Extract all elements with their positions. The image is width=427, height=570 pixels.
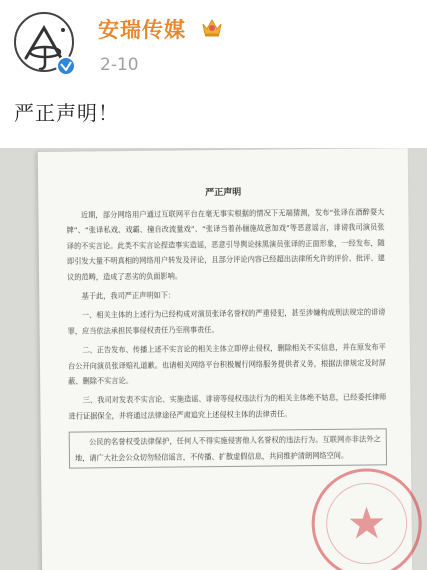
crown-icon[interactable]	[200, 16, 224, 38]
document-paragraph: 近期，部分网络用户通过互联网平台在毫无事实根据的情况下无端猜测，发布“张译在酒醉耍大牌”、“张译私戏、戏霸、撞自改流量戏”、“张译当着孙俪施故意加戏”等恶意谣言，诽谤我司演员张译的不实言论。此类不实言论捏造事实造谣，恶意引导舆论抹黑演员张译的正面形象，一经发布，随即引发大量不明真相的网络用户转发及评论，且部分评论内容已经超出法律所允许的评价、批评、建议的范畴，造成了恶劣的负面影响。	[66, 207, 385, 282]
document-body	[66, 204, 387, 468]
document-paragraph: 二、正告发布、传播上述不实言论的相关主体立即停止侵权，删除相关不实信息，并在原发布平台公开向演员张译赔礼道歉。也请相关网络平台积极履行网络服务提供者义务，根据法律规定及时屏蔽、删除不实言论。	[67, 342, 387, 386]
author-name[interactable]: 安瑞传媒	[98, 18, 186, 42]
document-paragraph: 基于此，我司严正声明如下：	[81, 290, 176, 301]
verified-badge-icon	[56, 56, 76, 76]
document-paragraph: 公民的名誉权受法律保护，任何人不得实施侵害他人名誉权的违法行为。互联网亦非法外之地，请广大社会公众切勿轻信谣言，不传播、扩散虚假信息，共同维护清朗网络空间。	[69, 429, 387, 469]
post-header	[0, 0, 427, 86]
document-paragraph: 三、我司对发表不实言论、实施造谣、诽谤等侵权违法行为的相关主体绝不姑息，已经委托律师进行证据保全，并将通过法律途径严肃追究上述侵权主体的法律责任。	[68, 392, 387, 421]
document-title: 严正声明	[205, 187, 242, 199]
post-image[interactable]	[0, 148, 427, 570]
statement-document	[38, 148, 412, 570]
document-paragraph: 一、相关主体的上述行为已经构成对演员张译名誉权的严重侵犯，甚至涉嫌构成刑法规定的诽谤罪，应当依法承担民事侵权责任乃至刑事责任。	[67, 307, 386, 336]
post-time: 2-10	[100, 55, 139, 75]
company-seal-stamp	[311, 468, 422, 570]
post-text: 严正声明！	[14, 101, 119, 125]
